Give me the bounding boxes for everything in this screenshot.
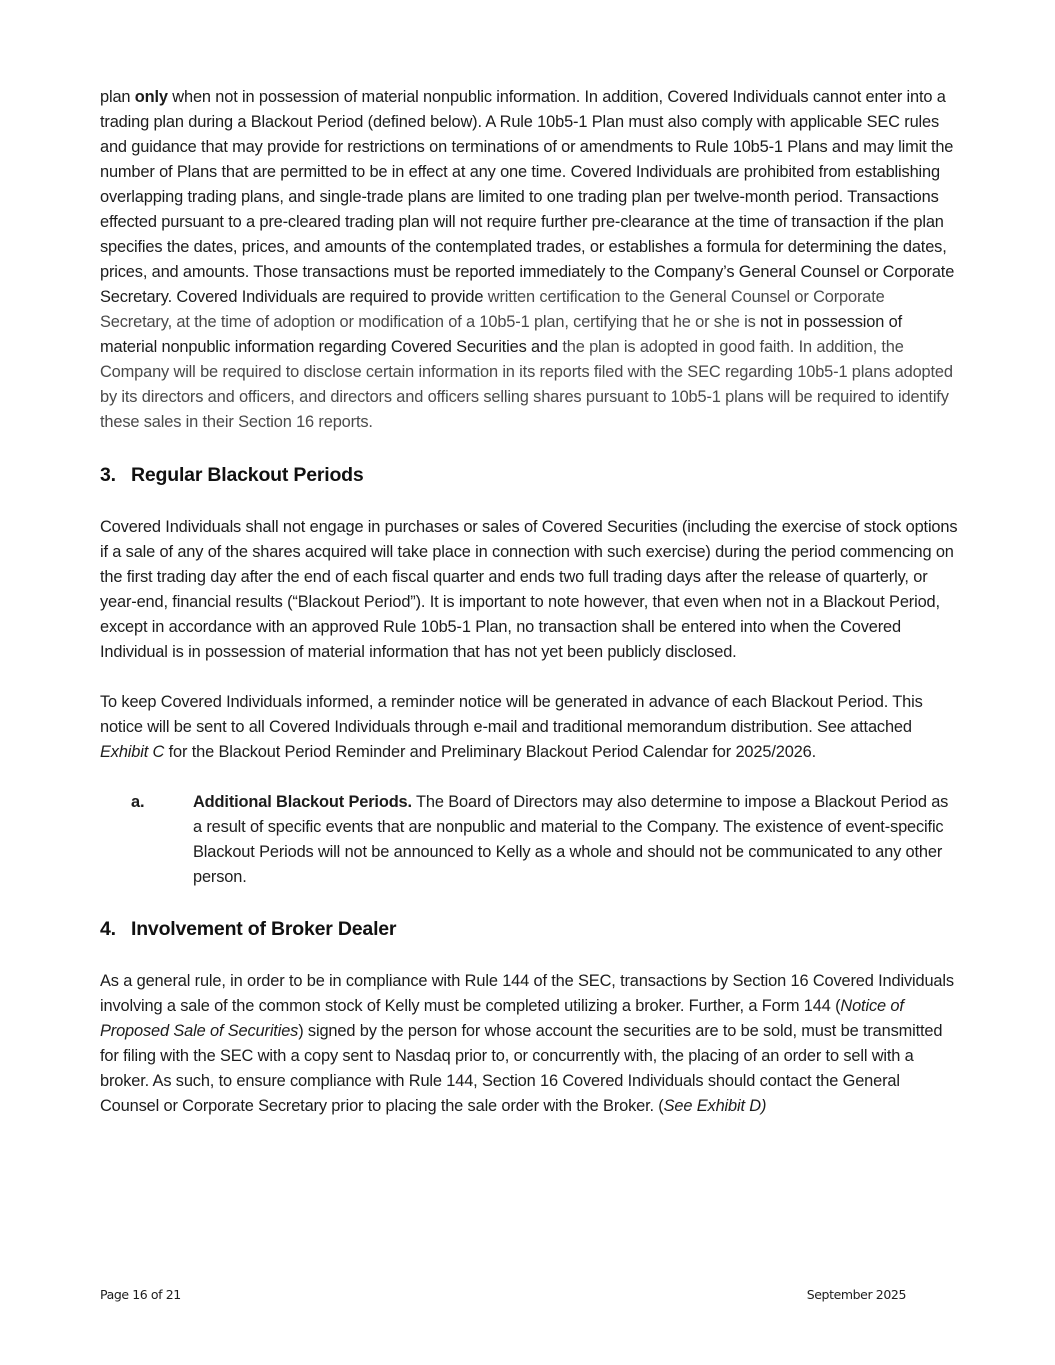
form-144-title: Notice of Proposed Sale of Securities [100,997,904,1040]
document-date: September 2025 [806,1287,906,1302]
section4-title: Involvement of Broker Dealer [131,918,397,940]
section3-number: 3. [100,464,116,486]
page-footer [100,1287,906,1302]
section3-subsection-a [100,790,960,890]
subsection-text: The Board of Directors may also determine to impose a Blackout Period as a result of specific events that are nonpublic and material to the Company. The existence of event-specific Blackout Periods will not be announced to Kelly as a whole and should not be communicated to any other person. [193,793,949,886]
exhibit-c-reference: Exhibit C [100,743,165,761]
text-segment: for the Blackout Period Reminder and Preliminary Blackout Period Calendar for 2025/2026. [164,743,816,761]
text-segment-certification: written certification to the General Counsel or Corporate Secretary, at the time of adoption or modification of a 10b5-1 plan, certifying that he or she is [100,288,885,331]
section3-heading [100,462,960,488]
exhibit-d-reference: See Exhibit D) [663,1097,767,1115]
page-number: Page 16 of 21 [100,1287,181,1302]
subsection-marker: a. [131,793,145,811]
section3-paragraph1: Covered Individuals shall not engage in purchases or sales of Covered Securities (including the exercise of stock options if a sale of any of the shares acquired will take place in connection with such exercise) during the period commencing on the first trading day after the end of each fiscal quarter and ends two full trading days after the release of quarterly, or year-end, financial results (“Blackout Period”). It is important to note however, that even when not in a Blackout Period, except in accordance with an approved Rule 10b5-1 Plan, no transaction shall be entered into when the Covered Individual is in possession of material information that has not yet been publicly disclosed. [100,518,958,661]
text-segment: ) signed by the person for whose account the securities are to be sold, must be transmitted for filing with the SEC with a copy sent to Nasdaq prior to, or concurrently with, the placing of an order to sell with a broker. As such, to ensure compliance with Rule 144, Section 16 Covered Individuals should contact the General Counsel or Corporate Secretary prior to placing the sale order with the Broker. ( [100,1022,943,1115]
text-segment: As a general rule, in order to be in compliance with Rule 144 of the SEC, transactions by Section 16 Covered Individuals involving a sale of the common stock of Kelly must be completed utilizing a broker. Further, a Form 144 ( [100,972,954,1015]
text-segment-good-faith: the plan is adopted in good faith. In addition, the Company will be required to disclose certain information in its reports filed with the SEC regarding 10b5-1 plans adopted by its directors and officers, and directors and officers selling shares pursuant to 10b5-1 plans will be required to identify these sales in their Section 16 reports. [100,338,953,431]
text-segment: To keep Covered Individuals informed, a reminder notice will be generated in advance of each Blackout Period. This notice will be sent to all Covered Individuals through e-mail and traditional memorandum distribution. See attached [100,693,923,736]
section3-paragraph2 [100,690,960,765]
text-segment: when not in possession of material nonpublic information. In addition, Covered Individuals cannot enter into a trading plan during a Blackout Period (defined below). A Rule 10b5-1 Plan must also comply with applicable SEC rules and guidance that may provide for restrictions on terminations of or amendments to Rule 10b5-1 Plans and may limit the number of Plans that are permitted to be in effect at any one time. Covered Individuals are prohibited from establishing overlapping trading plans, and single-trade plans are limited to one trading plan per twelve-month period. Transactions effected pursuant to a pre-cleared trading plan will not require further pre-clearance at the time of transaction if the plan specifies the dates, prices, and amounts of the contemplated trades, or establishes a formula for determining the dates, prices, and amounts. Those transactions must be reported immediately to the Company’s General Counsel or Corporate Secretary. Covered Individuals are required to provide [100,88,955,306]
text-segment: not in possession of material nonpublic information regarding Covered Securities and [100,313,902,356]
section4-number: 4. [100,918,116,940]
section2-continued-paragraph [100,85,960,435]
text-segment: plan [100,88,135,106]
section4-heading [100,916,960,942]
document-page [100,85,960,1119]
emphasis-only: only [134,88,168,106]
subsection-title: Additional Blackout Periods. [193,793,412,811]
section3-title: Regular Blackout Periods [131,464,364,486]
section4-paragraph [100,969,960,1119]
